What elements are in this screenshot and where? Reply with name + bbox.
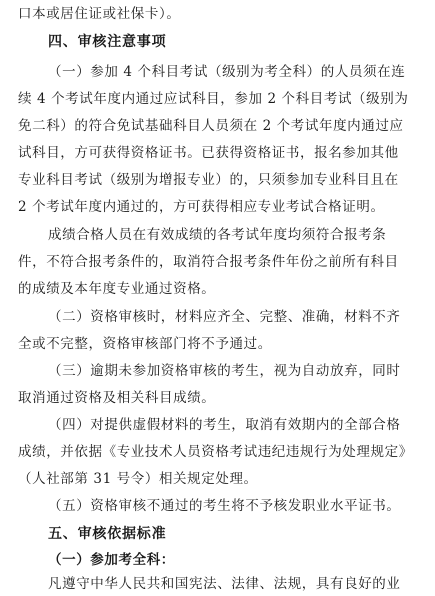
text-line: 续 4 个考试年度内通过应试科目，参加 2 个科目考试（级别为 [18, 91, 409, 107]
text-line: 专业科目考试（级别为增报专业）的，只须参加专业科目且在 [18, 172, 399, 188]
text-line: 2 个考试年度内通过的，方可获得相应专业考试合格证明。 [18, 199, 385, 215]
text-line: 取消通过资格及相关科目成绩。 [18, 390, 216, 406]
text-line: 凡遵守中华人民共和国宪法、法律、法规，具有良好的业 [48, 576, 401, 592]
text-line: 口本或居住证或社保卡）。 [18, 6, 181, 22]
text-line: 免二科）的符合免试基础科目人员须在 2 个考试年度内通过应 [18, 118, 404, 134]
text-line: 的成绩及本年度专业通过资格。 [18, 281, 216, 297]
text-line: 成绩，并依据《专业技术人员资格考试违纪违规行为处理规定》 [18, 444, 413, 460]
text-line: （一）参加 4 个科目考试（级别为考全科）的人员须在连 [48, 64, 406, 80]
text-line: 全或不完整，资格审核部门将不予通过。 [18, 336, 272, 352]
text-line: （五）资格审核不通过的考生将不予核发职业水平证书。 [48, 498, 401, 514]
text-line: 试科目，方可获得资格证书。已获得资格证书，报名参加其他 [18, 145, 399, 161]
text-line: （二）资格审核时，材料应齐全、完整、准确，材料不齐 [48, 309, 401, 325]
text-line: 成绩合格人员在有效成绩的各考试年度均须符合报考条 [48, 227, 387, 243]
subsection-heading: （一）参加考全科： [48, 552, 175, 568]
section-heading: 五、审核依据标准 [48, 526, 167, 542]
text-line: （四）对提供虚假材料的考生，取消有效期内的全部合格 [48, 417, 401, 433]
text-line: （三）逾期未参加资格审核的考生，视为自动放弃，同时 [48, 363, 401, 379]
text-line: （人社部第 31 号令）相关规定处理。 [18, 471, 258, 487]
section-heading: 四、审核注意事项 [48, 34, 167, 50]
text-line: 件，不符合报考条件的，取消符合报考条件年份之前所有科目 [18, 254, 399, 270]
